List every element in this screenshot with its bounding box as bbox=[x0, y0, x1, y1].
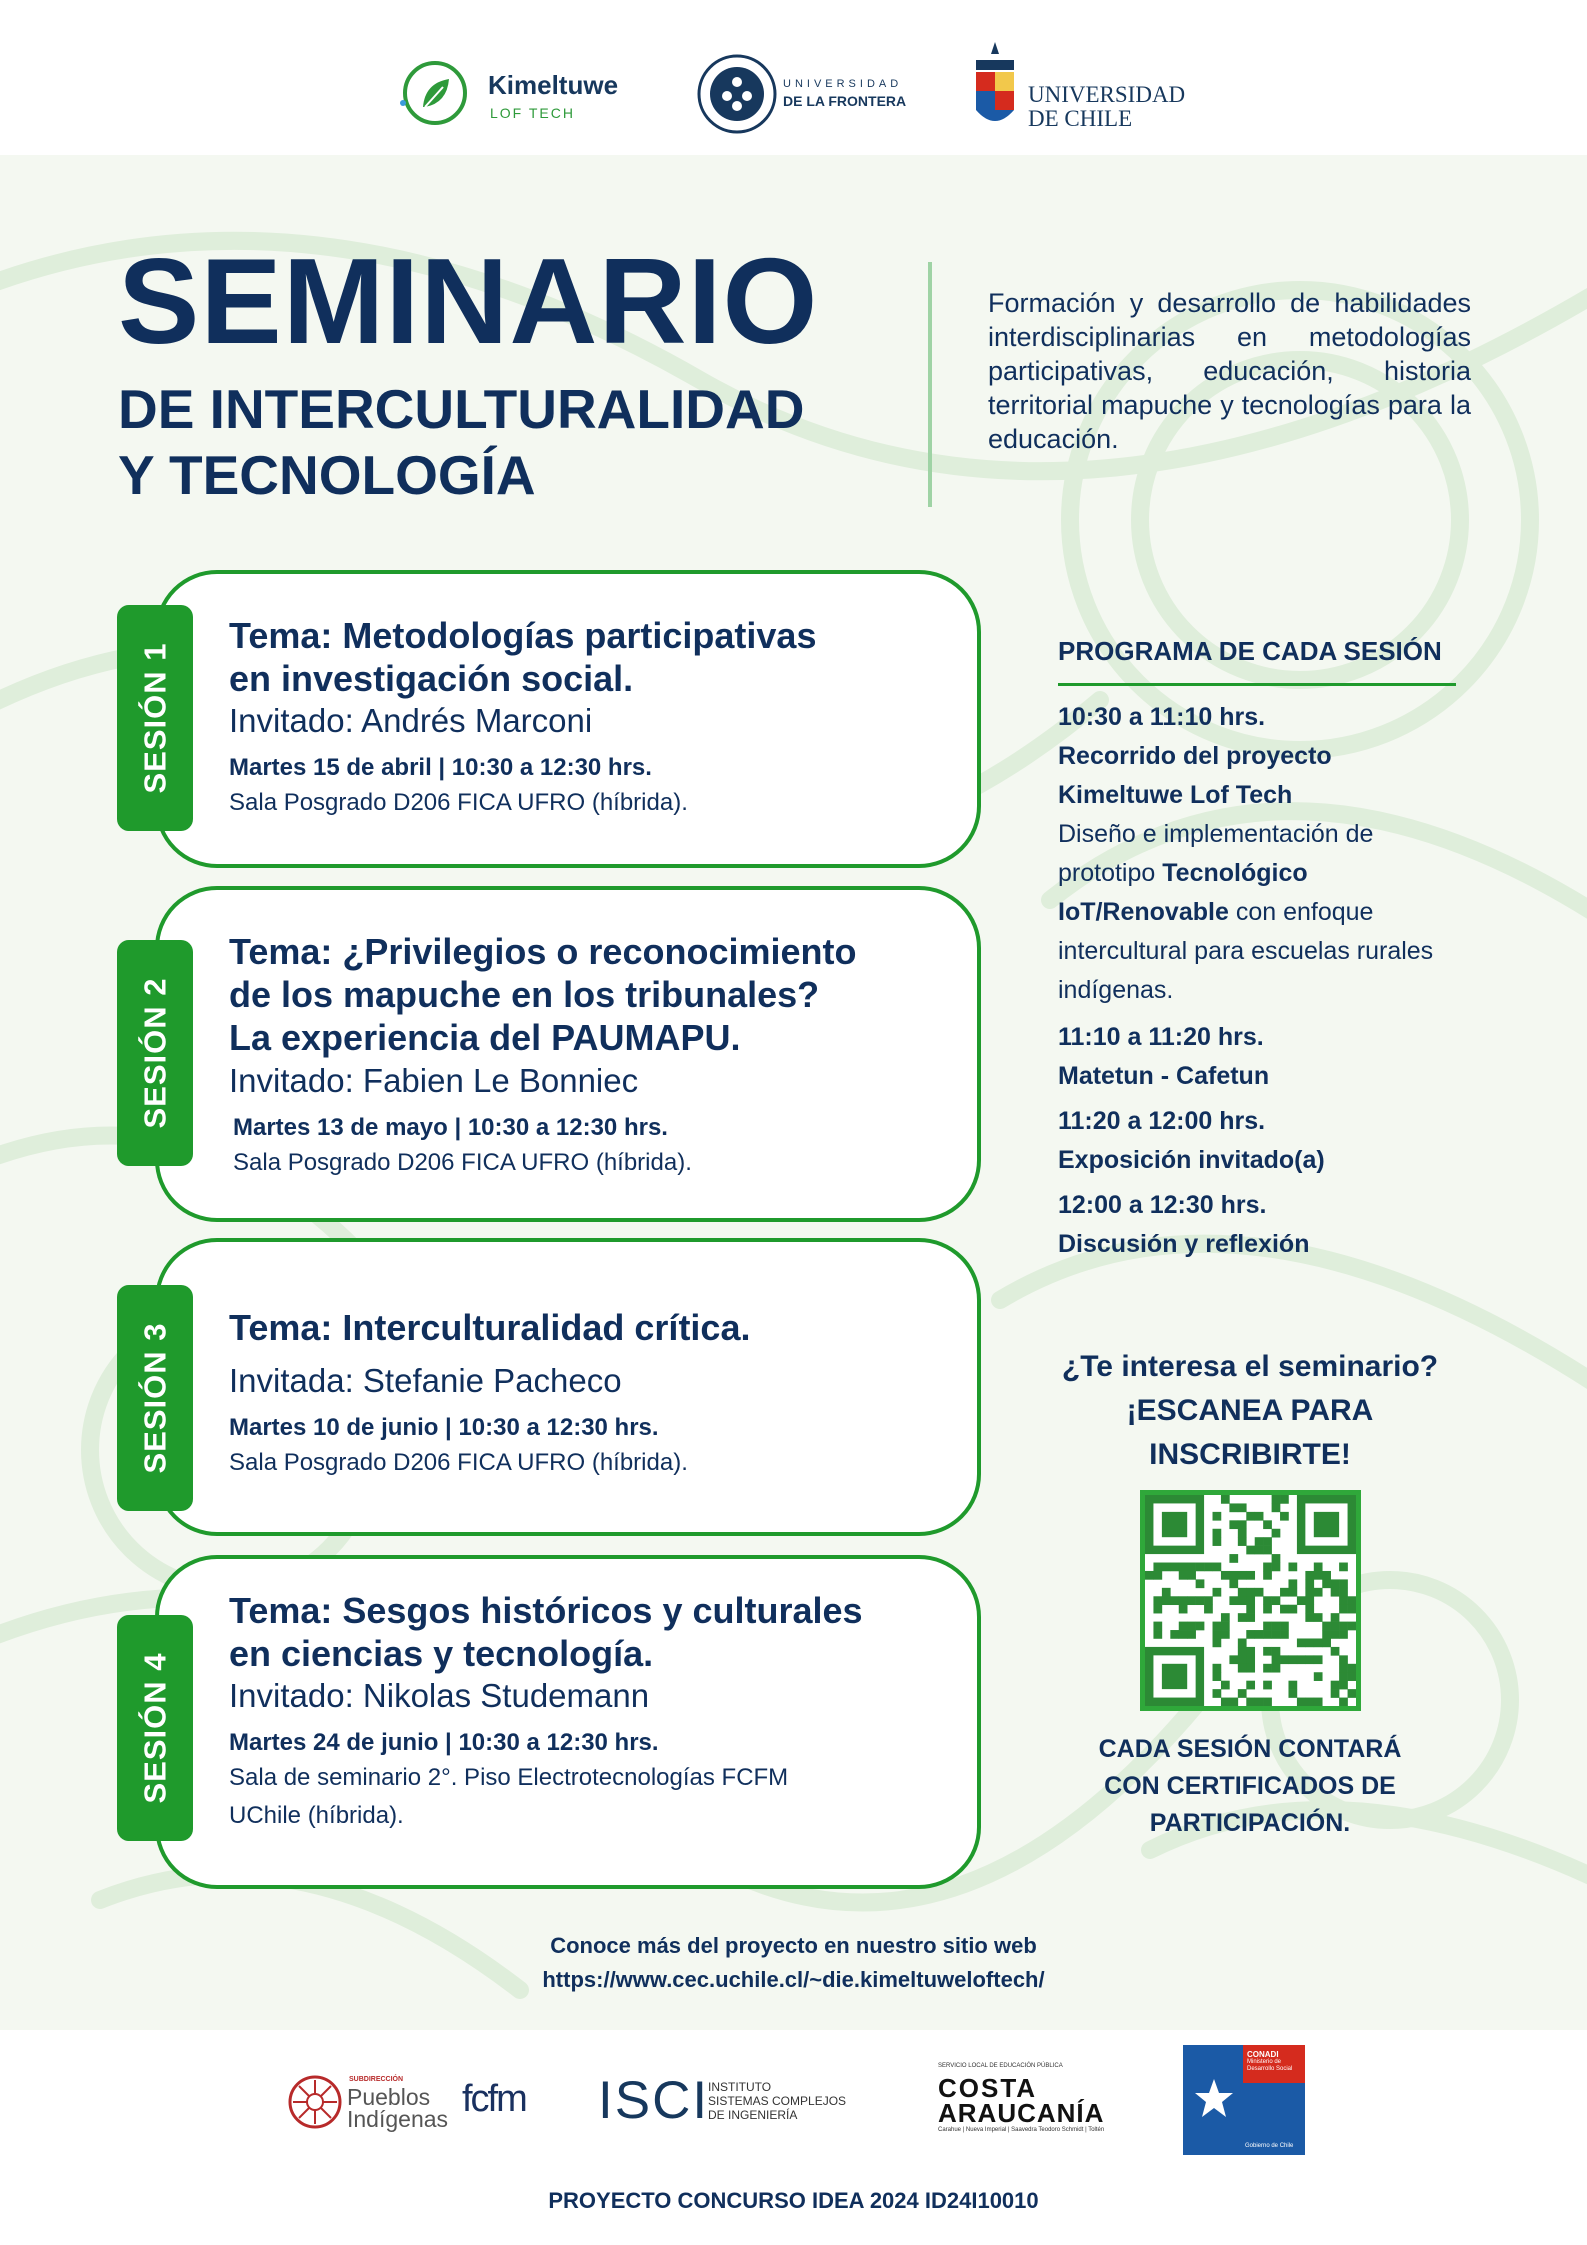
session-1-location: Sala Posgrado D206 FICA UFRO (híbrida). bbox=[229, 789, 688, 816]
certificates-line3: PARTICIPACIÓN. bbox=[1149, 1809, 1351, 1837]
isci-logo bbox=[598, 2070, 888, 2130]
session-2-topic: Tema: ¿Privilegios o reconocimiento de los mapuche en los tribunales? La experiencia del PAUMAPU. bbox=[229, 931, 857, 1058]
session-4-date: Martes 24 de junio | 10:30 a 12:30 hrs. bbox=[229, 1729, 659, 1756]
session-4-guest: Invitado: Nikolas Studemann bbox=[229, 1677, 650, 1714]
program-block2-time: 11:10 a 11:20 hrs. bbox=[1058, 1023, 1264, 1051]
costa-small: SERVICIO LOCAL DE EDUCACIÓN PÚBLICA bbox=[938, 2063, 1063, 2069]
session-4-location: Sala de seminario 2°. Piso Electrotecnologías FCFM UChile (híbrida). bbox=[229, 1764, 789, 1829]
program-block4-title: Discusión y reflexión bbox=[1058, 1230, 1310, 1258]
program-block1-title-l2: Kimeltuwe Lof Tech bbox=[1058, 781, 1293, 809]
kimeltuwe-logo bbox=[395, 55, 645, 135]
project-id: PROYECTO CONCURSO IDEA 2024 ID24I10010 bbox=[548, 2188, 1039, 2213]
isci-description: INSTITUTO SISTEMAS COMPLEJOS DE INGENIERÍA bbox=[708, 2080, 847, 2122]
program-heading: PROGRAMA DE CADA SESIÓN bbox=[1058, 636, 1442, 666]
program-block1-time: 10:30 a 11:10 hrs. bbox=[1058, 703, 1266, 731]
costa-line1: COSTA bbox=[938, 2073, 1038, 2103]
website-link[interactable]: https://www.cec.uchile.cl/~die.kimeltuweloftech/ bbox=[542, 1967, 1045, 1992]
session-3-guest: Invitada: Stefanie Pacheco bbox=[229, 1362, 622, 1399]
session-1-date: Martes 15 de abril | 10:30 a 12:30 hrs. bbox=[229, 754, 652, 781]
session-1-guest: Invitado: Andrés Marconi bbox=[229, 702, 593, 739]
title-subtitle-line2: Y TECNOLOGÍA bbox=[118, 444, 536, 506]
program-block2-title: Matetun - Cafetun bbox=[1058, 1062, 1270, 1090]
session-1-tab: SESIÓN 1 bbox=[117, 605, 193, 831]
program-rule bbox=[1058, 683, 1456, 686]
session-2-location: Sala Posgrado D206 FICA UFRO (híbrida). bbox=[233, 1149, 692, 1176]
session-2-date: Martes 13 de mayo | 10:30 a 12:30 hrs. bbox=[233, 1114, 668, 1141]
title-subtitle-line1: DE INTERCULTURALIDAD bbox=[118, 378, 805, 440]
cta-line2: ¡ESCANEA PARA bbox=[1126, 1394, 1374, 1427]
pueblos-indigenas-icon bbox=[287, 2074, 343, 2130]
program-block1-desc-l4: intercultural para escuelas rurales bbox=[1058, 937, 1434, 965]
session-3-date: Martes 10 de junio | 10:30 a 12:30 hrs. bbox=[229, 1414, 659, 1441]
session-card-3 bbox=[155, 1238, 981, 1536]
session-card-1 bbox=[155, 570, 981, 868]
session-card-2 bbox=[155, 886, 981, 1222]
program-block1-desc-l3: IoT/Renovable con enfoque bbox=[1058, 898, 1374, 926]
qr-code-icon bbox=[1145, 1495, 1356, 1706]
session-3-topic: Tema: Interculturalidad crítica. bbox=[229, 1307, 751, 1348]
isci-text: ISCI bbox=[598, 2071, 710, 2130]
intro-text: Formación y desarrollo de habilidades interdisciplinarias en metodologías participativas, educación, historia territorial mapuche y tecnologías para la educación. bbox=[988, 288, 1471, 454]
program-block1-desc-l5: indígenas. bbox=[1058, 976, 1174, 1004]
program-block3-title: Exposición invitado(a) bbox=[1058, 1146, 1325, 1174]
session-2-guest: Invitado: Fabien Le Bonniec bbox=[229, 1062, 639, 1099]
session-4-tab: SESIÓN 4 bbox=[117, 1615, 193, 1841]
kimeltuwe-sub: LOF TECH bbox=[490, 105, 575, 121]
fcfm-logo bbox=[462, 2078, 542, 2128]
chile-crest-icon bbox=[1189, 2075, 1239, 2125]
costa-araucania-logo bbox=[935, 2063, 1135, 2143]
kimeltuwe-name: Kimeltuwe bbox=[488, 70, 619, 100]
gob-line1: CONADI bbox=[1247, 2050, 1279, 2059]
page-title: SEMINARIO bbox=[118, 233, 819, 369]
session-3-tab: SESIÓN 3 bbox=[117, 1285, 193, 1511]
gob-line2: Ministerio de Desarrollo Social bbox=[1247, 2059, 1293, 2072]
title-divider bbox=[928, 262, 932, 507]
session-2-tab: SESIÓN 2 bbox=[117, 940, 193, 1166]
certificates-line1: CADA SESIÓN CONTARÁ bbox=[1098, 1735, 1402, 1763]
uchile-line2: DE CHILE bbox=[1028, 106, 1133, 131]
session-4-topic: Tema: Sesgos históricos y culturales en ciencias y tecnología. bbox=[229, 1590, 863, 1674]
uchile-crest-icon bbox=[972, 40, 1018, 136]
uchile-line1: UNIVERSIDAD bbox=[1028, 82, 1186, 107]
ufro-line2: DE LA FRONTERA bbox=[783, 93, 907, 109]
pueblos-line1: Pueblos bbox=[347, 2084, 431, 2110]
qr-code[interactable] bbox=[1140, 1490, 1361, 1711]
ufro-line1: UNIVERSIDAD bbox=[783, 78, 903, 90]
certificates-line2: CON CERTIFICADOS DE bbox=[1104, 1772, 1396, 1800]
costa-communes: Carahue | Nueva Imperial | Saavedra Teodoro Schmidt | Toltén bbox=[938, 2127, 1105, 2133]
ufro-seal-icon bbox=[695, 52, 779, 136]
program-block1-desc-l2: prototipo Tecnológico bbox=[1058, 859, 1308, 887]
leaf-icon bbox=[395, 55, 475, 135]
session-card-4 bbox=[155, 1555, 981, 1889]
program-block1-title-l1: Recorrido del proyecto bbox=[1058, 742, 1332, 770]
gob-line3: Gobierno de Chile bbox=[1245, 2143, 1294, 2149]
cta-line3: INSCRIBIRTE! bbox=[1149, 1438, 1351, 1471]
session-3-location: Sala Posgrado D206 FICA UFRO (híbrida). bbox=[229, 1449, 688, 1476]
costa-line2: ARAUCANÍA bbox=[938, 2098, 1105, 2128]
pueblos-line2: Indígenas bbox=[347, 2106, 449, 2132]
program-block1-desc-l1: Diseño e implementación de bbox=[1058, 820, 1374, 848]
session-1-topic: Tema: Metodologías participativas en investigación social. bbox=[229, 615, 817, 699]
uchile-logo bbox=[972, 40, 1222, 140]
ufro-logo bbox=[695, 50, 925, 140]
program-block4-time: 12:00 a 12:30 hrs. bbox=[1058, 1191, 1267, 1219]
program-block3-time: 11:20 a 12:00 hrs. bbox=[1058, 1107, 1266, 1135]
gobierno-de-chile-logo bbox=[1183, 2045, 1305, 2155]
cta-line1: ¿Te interesa el seminario? bbox=[1061, 1350, 1439, 1383]
fcfm-text: fcfm bbox=[462, 2078, 526, 2120]
website-label: Conoce más del proyecto en nuestro sitio web bbox=[550, 1933, 1037, 1958]
pueblos-sub: SUBDIRECCIÓN bbox=[349, 2076, 404, 2083]
